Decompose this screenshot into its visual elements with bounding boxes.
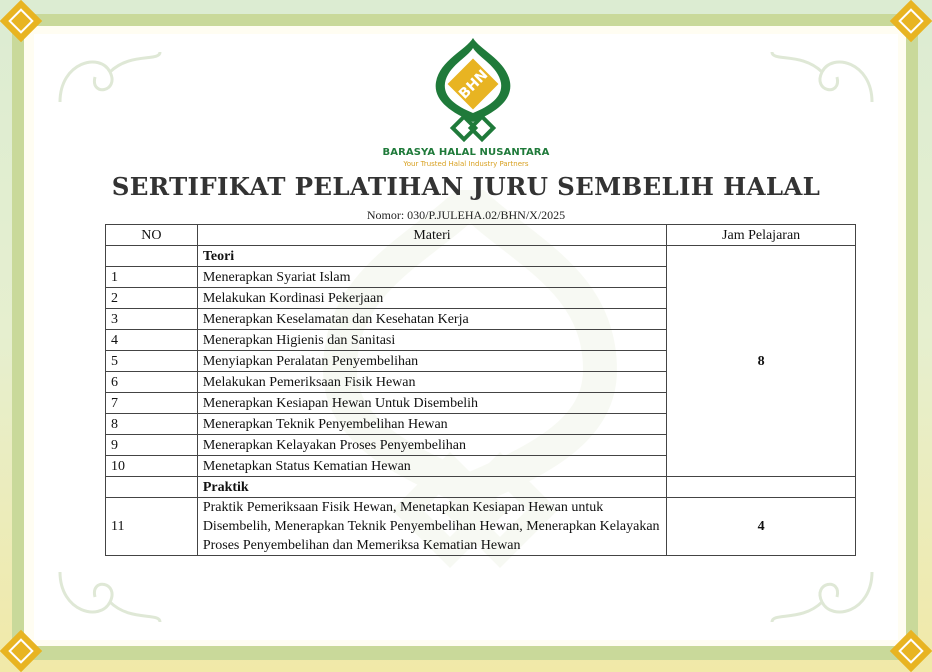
row-materi: Menetapkan Status Kematian Hewan [197,456,666,477]
certificate-title: SERTIFIKAT PELATIHAN JURU SEMBELIH HALAL [111,172,821,201]
floral-ornament-icon [762,562,882,632]
header-materi: Materi [197,225,666,246]
organization-tagline: Your Trusted Halal Industry Partners [403,160,529,168]
floral-ornament-icon [50,562,170,632]
row-no: 7 [106,393,198,414]
header-no: NO [106,225,198,246]
corner-logo-icon [888,0,932,44]
section-no-cell [106,477,198,498]
section-no-cell [106,246,198,267]
row-materi: Menerapkan Kesiapan Hewan Untuk Disembelih [197,393,666,414]
section-label-praktik: Praktik [197,477,666,498]
section-row-praktik [106,477,856,498]
row-no: 6 [106,372,198,393]
corner-logo-icon [0,628,44,672]
row-no: 4 [106,330,198,351]
training-materials-table [105,224,856,556]
row-no: 10 [106,456,198,477]
row-no: 5 [106,351,198,372]
row-materi: Menerapkan Teknik Penyembelihan Hewan [197,414,666,435]
logo-letters: BHN [455,66,492,103]
organization-name: BARASYA HALAL NUSANTARA [382,147,550,158]
row-materi: Melakukan Pemeriksaan Fisik Hewan [197,372,666,393]
corner-logo-icon [0,0,44,44]
row-materi: Menerapkan Kelayakan Proses Penyembelihan [197,435,666,456]
row-materi: Praktik Pemeriksaan Fisik Hewan, Menetapkan Kesiapan Hewan untuk Disembelih, Menerapkan Teknik Penyembelihan Hewan, Menerapkan Kelayakan Proses Penyembelihan dan Memeriksa Kematian Hewan [197,498,666,556]
row-no: 2 [106,288,198,309]
header-jam-pelajaran: Jam Pelajaran [667,225,856,246]
section-row-teori [106,246,856,267]
corner-logo-icon [888,628,932,672]
section-label-teori: Teori [197,246,666,267]
row-no: 8 [106,414,198,435]
row-no: 1 [106,267,198,288]
hours-teori: 8 [667,246,856,477]
floral-ornament-icon [762,42,882,112]
row-materi: Melakukan Kordinasi Pekerjaan [197,288,666,309]
row-materi: Menyiapkan Peralatan Penyembelihan [197,351,666,372]
bhn-logo-icon [426,36,520,146]
row-materi: Menerapkan Higienis dan Sanitasi [197,330,666,351]
certificate-number: Nomor: 030/P.JULEHA.02/BHN/X/2025 [366,208,566,222]
floral-ornament-icon [50,42,170,112]
row-materi: Menerapkan Keselamatan dan Kesehatan Kerja [197,309,666,330]
table-row [106,498,856,556]
row-materi: Menerapkan Syariat Islam [197,267,666,288]
row-no: 3 [106,309,198,330]
row-no: 9 [106,435,198,456]
table-header-row [106,225,856,246]
row-no: 11 [106,498,198,556]
section-hours-empty [667,477,856,498]
hours-praktik: 4 [667,498,856,556]
